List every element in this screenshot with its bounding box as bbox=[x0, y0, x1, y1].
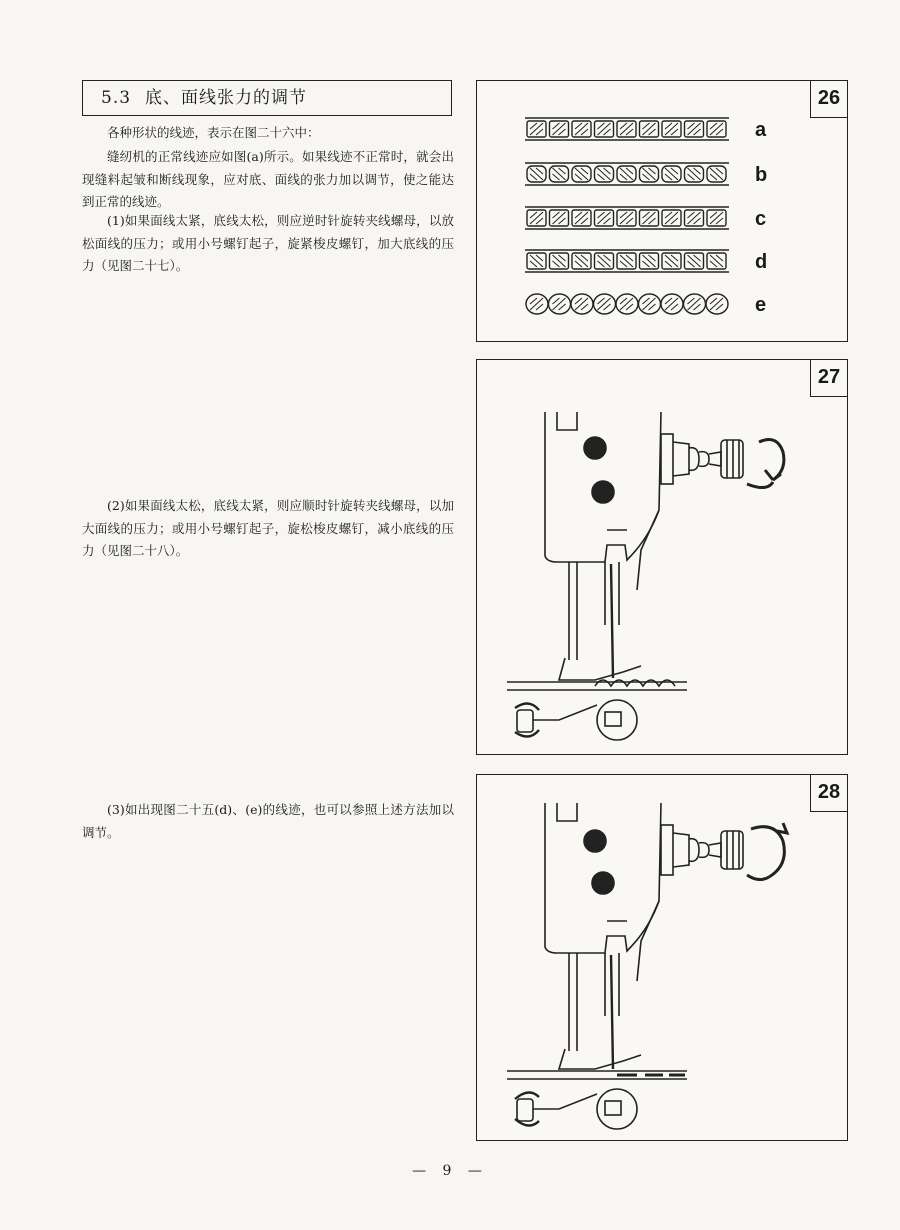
page-number: — 9 — bbox=[412, 1163, 488, 1179]
figure-26 bbox=[476, 80, 848, 342]
section-number: 5.3 bbox=[101, 88, 132, 108]
paragraph-intro: 各种形状的线迹，表示在图二十六中： bbox=[107, 125, 320, 140]
stitch-patterns-illustration bbox=[477, 81, 849, 343]
section-title bbox=[82, 80, 452, 116]
stitch-label-b: b bbox=[755, 164, 768, 186]
paragraph-normal-stitch: 缝纫机的正常线迹应如图(a)所示。如果线迹不正常时，就会出现缝料起皱和断线现象，应对底、面线的张力加以调节，使之能达到正常的线迹。 bbox=[82, 149, 454, 209]
sewing-machine-head-illustration bbox=[477, 360, 849, 756]
paragraph-step-1: (1)如果面线太紧，底线太松，则应逆时针旋转夹线螺母，以放松面线的压力；或用小号螺钉起子，旋紧梭皮螺钉，加大底线的压力（见图二十七）。 bbox=[82, 213, 454, 273]
figure-28 bbox=[476, 774, 848, 1141]
paragraph-step-3: (3)如出现图二十五(d)、(e)的线迹，也可以参照上述方法加以调节。 bbox=[82, 802, 454, 840]
figure-27 bbox=[476, 359, 848, 755]
stitch-label-c: c bbox=[755, 208, 767, 230]
stitch-label-d: d bbox=[755, 251, 768, 273]
figure-27-number: 27 bbox=[810, 359, 848, 397]
figure-28-number: 28 bbox=[810, 774, 848, 812]
stitch-label-a: a bbox=[755, 119, 767, 141]
figure-26-number: 26 bbox=[810, 80, 848, 118]
sewing-machine-head-illustration bbox=[477, 775, 849, 1142]
section-heading: 底、面线张力的调节 bbox=[145, 88, 308, 108]
paragraph-step-2: (2)如果面线太松，底线太紧，则应顺时针旋转夹线螺母，以加大面线的压力；或用小号螺钉起子，旋松梭皮螺钉，减小底线的压力（见图二十八）。 bbox=[82, 498, 454, 558]
stitch-label-e: e bbox=[755, 294, 767, 316]
